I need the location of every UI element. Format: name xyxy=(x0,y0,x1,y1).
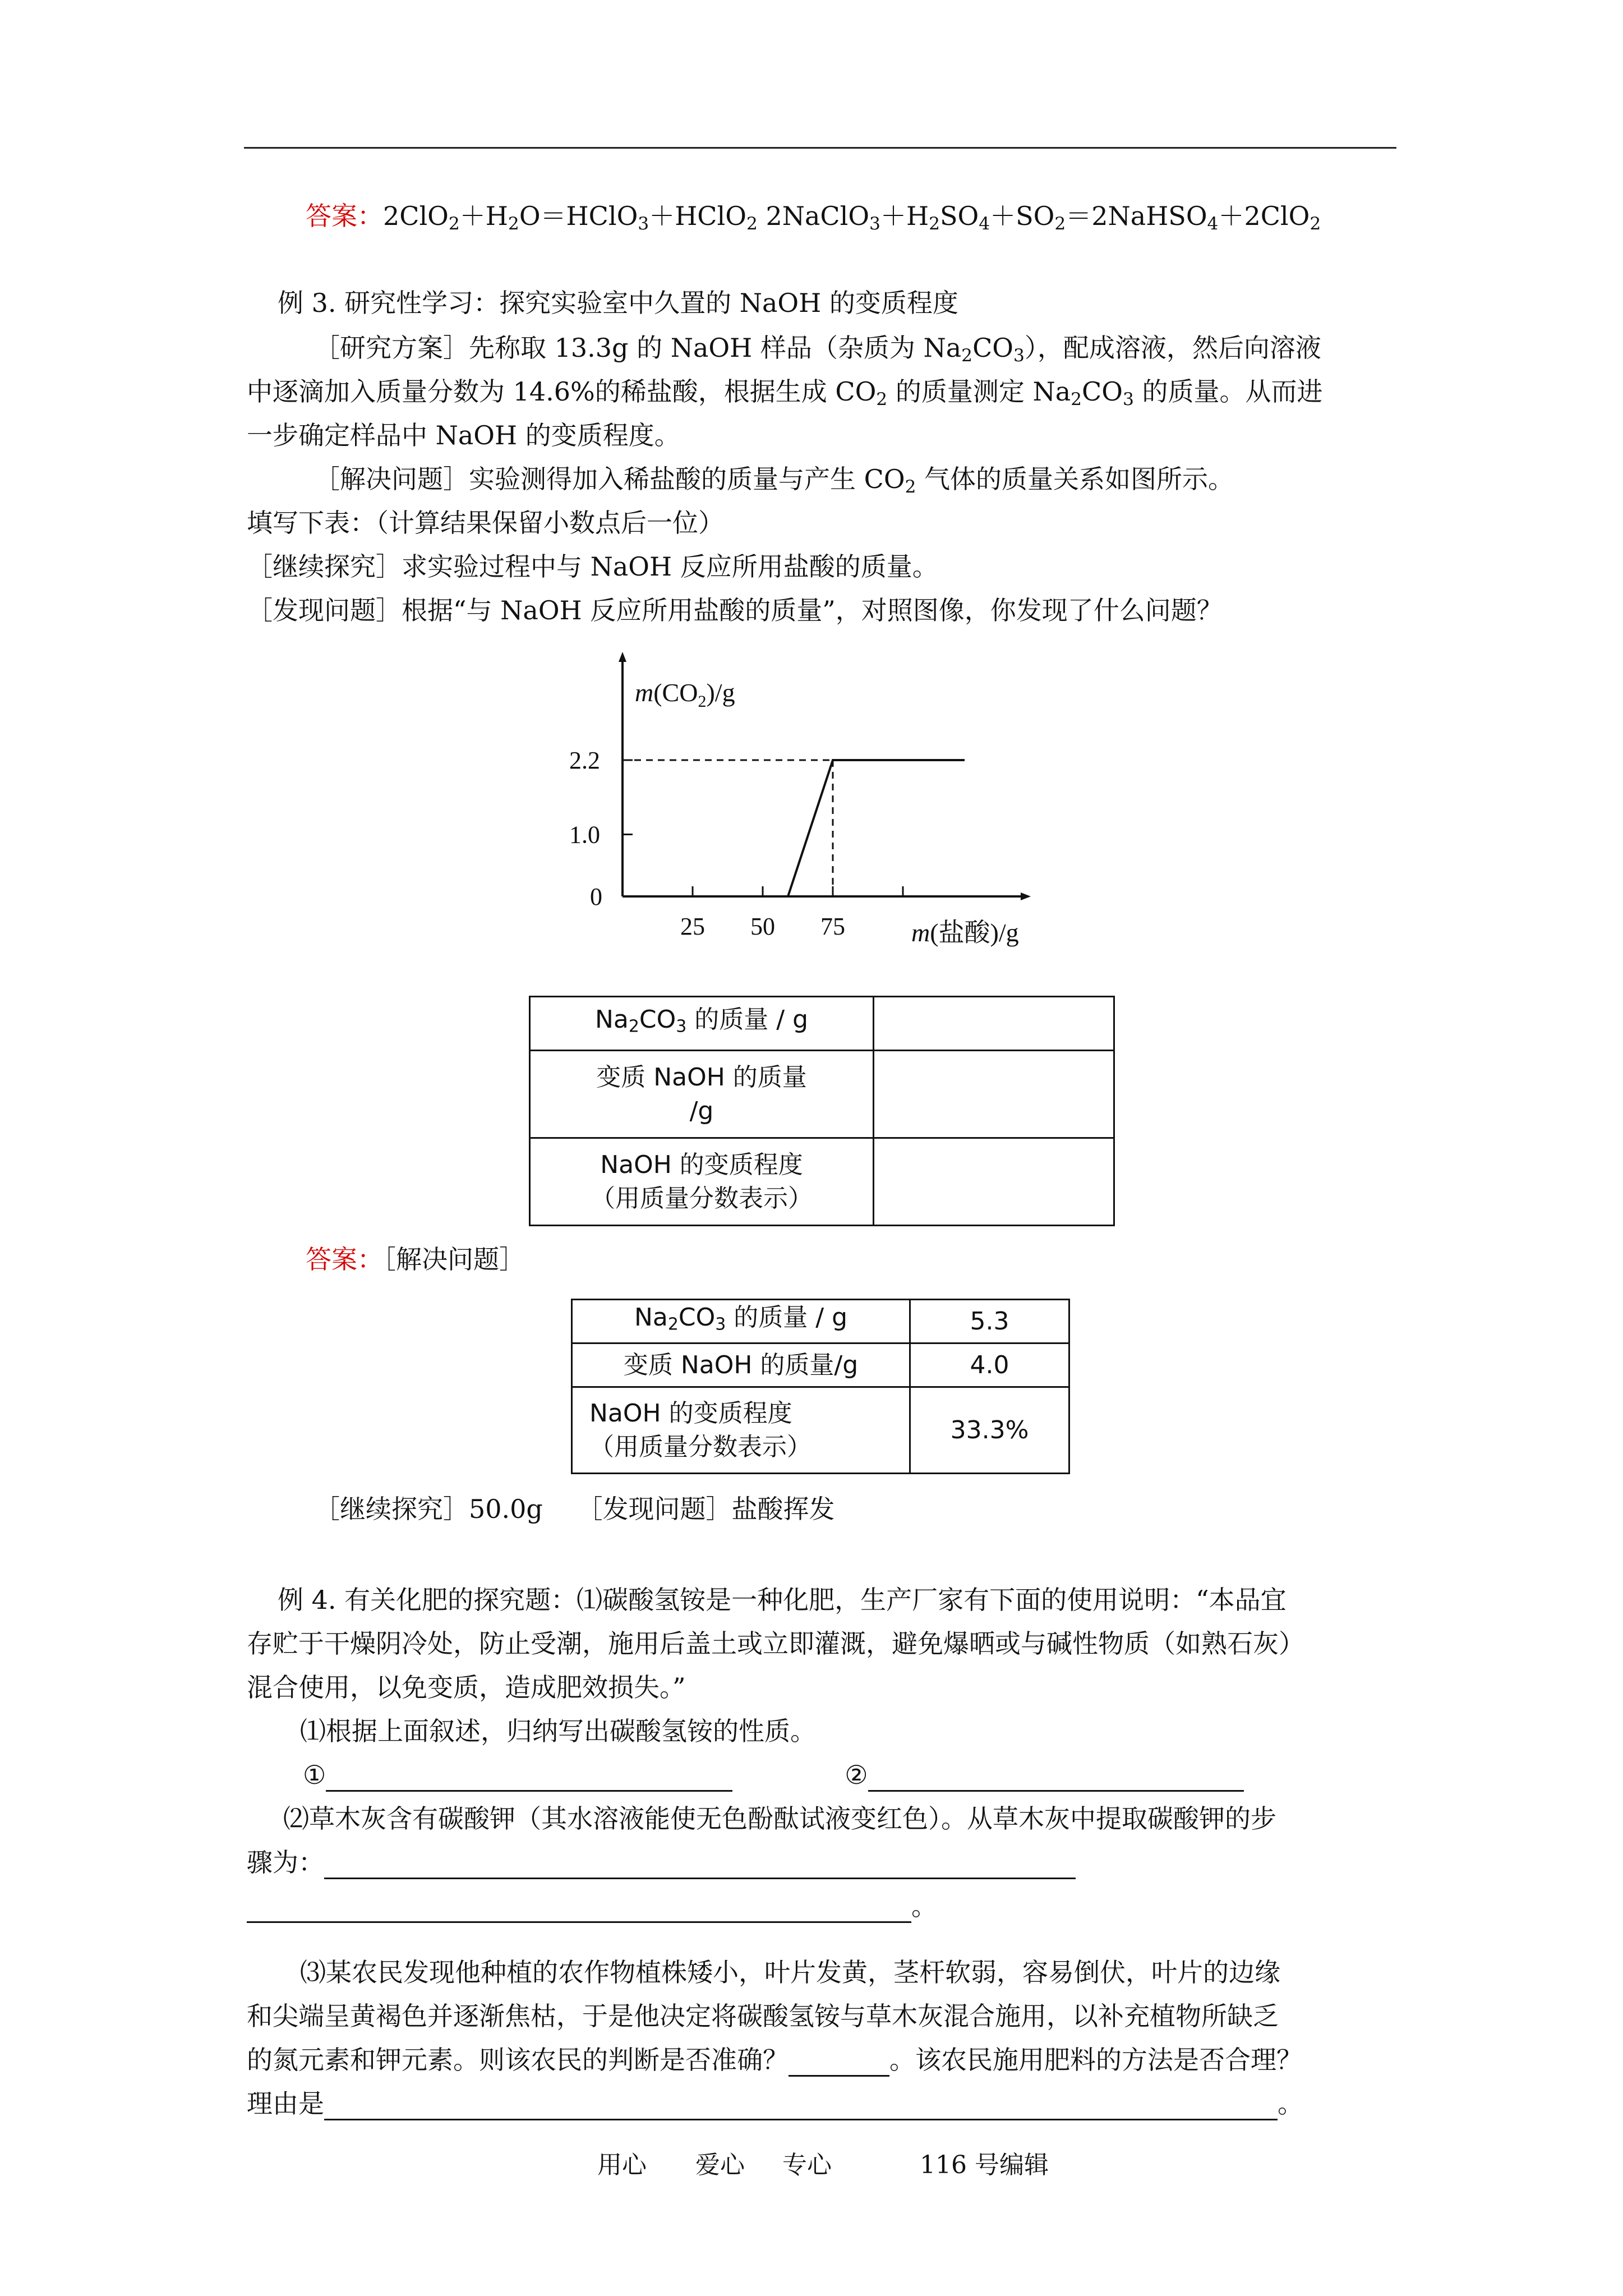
x-tick-label: 25 xyxy=(680,913,705,940)
answer-label: 答案： xyxy=(306,201,383,231)
answer-table xyxy=(571,1299,1070,1474)
example4-line2: 存贮于干燥阴冷处，防止受潮，施用后盖土或立即灌溉，避免爆晒或与碱性物质（如熟石灰） xyxy=(247,1628,1304,1659)
example3-solve-line: ［解决问题］实验测得加入稀盐酸的质量与产生 $CO_2$ 气体的质量关系如图所示。 xyxy=(314,464,1234,497)
table-cell-label: 变质 NaOH 的质量 /g xyxy=(530,1051,874,1138)
answer-blank-3[interactable] xyxy=(324,1853,1076,1879)
answer-blank-6[interactable] xyxy=(324,2094,1278,2120)
example3-plan-line3: 一步确定样品中 NaOH 的变质程度。 xyxy=(247,420,680,450)
example3-title: 例 3. 研究性学习：探究实验室中久置的 NaOH 的变质程度 xyxy=(278,288,958,318)
answer3-heading: 答案：［解决问题］ xyxy=(306,1244,525,1274)
answer-blank-5[interactable] xyxy=(789,2050,889,2077)
equation-subscript: 2 xyxy=(1310,213,1321,234)
blank-answer-table xyxy=(529,996,1115,1226)
table-cell-blank[interactable] xyxy=(874,997,1114,1051)
example4-q3-line4: 理由是 。 xyxy=(247,2087,1303,2120)
example4-line1: 例 4. 有关化肥的探究题：⑴碳酸氢铵是一种化肥，生产厂家有下面的使用说明：“本品宜 xyxy=(278,1585,1287,1615)
table-row xyxy=(530,1051,1114,1138)
table-cell-label: $Na_2CO_3$ 的质量 / g xyxy=(572,1300,910,1343)
answer-blank-1[interactable] xyxy=(326,1765,732,1792)
y-axis-label: $m(CO_2)/g$ xyxy=(635,678,735,711)
example3-discover-line: ［发现问题］根据“与 NaOH 反应所用盐酸的质量”，对照图像，你发现了什么问题？ xyxy=(247,595,1223,625)
equation-subscript: 2 xyxy=(746,213,758,234)
table-row xyxy=(530,1138,1114,1226)
table-row xyxy=(572,1387,1069,1474)
table-cell-value: 5.3 xyxy=(910,1300,1069,1343)
example3-fill-line: 填写下表：（计算结果保留小数点后一位） xyxy=(247,508,724,538)
example4-q1-answers: ① ② xyxy=(303,1758,1244,1792)
equation-segment: ＋H xyxy=(459,201,508,231)
origin-label: 0 xyxy=(590,883,602,910)
equation-subscript: 4 xyxy=(1207,213,1219,234)
series-line xyxy=(623,760,965,896)
equation-subscript: 2 xyxy=(929,213,940,234)
equation-subscript: 2 xyxy=(1054,213,1066,234)
example4-q2-line2: 骤为： xyxy=(247,1846,1076,1879)
table-cell-value: 33.3% xyxy=(910,1387,1069,1474)
answer3-extra: ［继续探究］50.0g ［发现问题］盐酸挥发 xyxy=(314,1494,835,1524)
equation-segment: SO xyxy=(939,201,979,231)
equation-subscript: 2 xyxy=(448,213,460,234)
example4-q1: ⑴根据上面叙述，归纳写出碳酸氢铵的性质。 xyxy=(300,1716,816,1746)
example4-q2-end: 。 xyxy=(247,1889,937,1923)
equation-segment: ＋SO xyxy=(990,201,1055,231)
equation-text xyxy=(383,201,1321,234)
equation-subscript: 2 xyxy=(508,213,519,234)
example4-q3-line2: 和尖端呈黄褐色并逐渐焦枯，于是他决定将碳酸氢铵与草木灰混合施用，以补充植物所缺乏 xyxy=(247,2001,1279,2031)
answer-blank-4[interactable] xyxy=(247,1897,911,1923)
table-cell-value: 4.0 xyxy=(910,1343,1069,1387)
table-cell-label: NaOH 的变质程度 （用质量分数表示） xyxy=(572,1387,910,1474)
equation-segment: ＋HClO xyxy=(649,201,746,231)
x-tick-label: 50 xyxy=(750,913,775,940)
header-rule xyxy=(244,147,1396,149)
table-row xyxy=(572,1300,1069,1343)
table-cell-label: $Na_2CO_3$ 的质量 / g xyxy=(530,997,874,1051)
equation-subscript: 4 xyxy=(979,213,990,234)
answer-equations xyxy=(306,199,1321,241)
table-cell-label: 变质 NaOH 的质量/g xyxy=(572,1343,910,1387)
table-row xyxy=(530,997,1114,1051)
example4-line3: 混合使用，以免变质，造成肥效损失。” xyxy=(247,1672,686,1703)
example3-plan-line2: 中逐滴加入质量分数为 14.6%的稀盐酸，根据生成 $CO_2$ 的质量测定 $Na_2CO_3$ 的质量。从而进 xyxy=(247,376,1323,409)
equation-segment: ＋H xyxy=(880,201,929,231)
example3-continue-line: ［继续探究］求实验过程中与 NaOH 反应所用盐酸的质量。 xyxy=(247,551,938,582)
footer-part1: 用心 xyxy=(597,2151,647,2179)
equation-subscript: 3 xyxy=(638,213,649,234)
equation-segment: 2ClO xyxy=(383,201,449,231)
x-tick-label: 75 xyxy=(820,913,845,940)
co2-mass-chart xyxy=(538,645,1043,965)
table-row xyxy=(572,1343,1069,1387)
x-axis-label: m(盐酸)/g xyxy=(911,918,1019,947)
table-cell-blank[interactable] xyxy=(874,1051,1114,1138)
example4-q3-line3: 的氮元素和钾元素。则该农民的判断是否准确？ 。该农民施用肥料的方法是否合理？ xyxy=(247,2043,1302,2077)
equation-segment: ＋2ClO xyxy=(1218,201,1310,231)
y-tick-label: 1.0 xyxy=(569,821,600,849)
equation-segment: O＝HClO xyxy=(519,201,638,231)
footer-part4: 116 号编辑 xyxy=(920,2151,1049,2179)
footer-part3: 专心 xyxy=(782,2151,832,2179)
example3-plan-line1: ［研究方案］先称取 13.3g 的 NaOH 样品（杂质为 $Na_2CO_3$），配成溶液，然后向溶液 xyxy=(314,333,1321,366)
footer-part2: 爱心 xyxy=(695,2151,745,2179)
equation-segment: 2NaClO xyxy=(757,201,870,231)
example4-q2-line1: ⑵草木灰含有碳酸钾（其水溶液能使无色酚酞试液变红色）。从草木灰中提取碳酸钾的步 xyxy=(283,1803,1276,1834)
equation-segment: ＝2NaHSO xyxy=(1066,201,1207,231)
example4-q3-line1: ⑶某农民发现他种植的农作物植株矮小，叶片发黄，茎杆软弱，容易倒伏，叶片的边缘 xyxy=(300,1957,1280,1987)
answer-blank-2[interactable] xyxy=(868,1765,1244,1792)
y-tick-label: 2.2 xyxy=(569,747,600,774)
equation-subscript: 3 xyxy=(869,213,880,234)
table-cell-blank[interactable] xyxy=(874,1138,1114,1226)
table-cell-label: NaOH 的变质程度 （用质量分数表示） xyxy=(530,1138,874,1226)
